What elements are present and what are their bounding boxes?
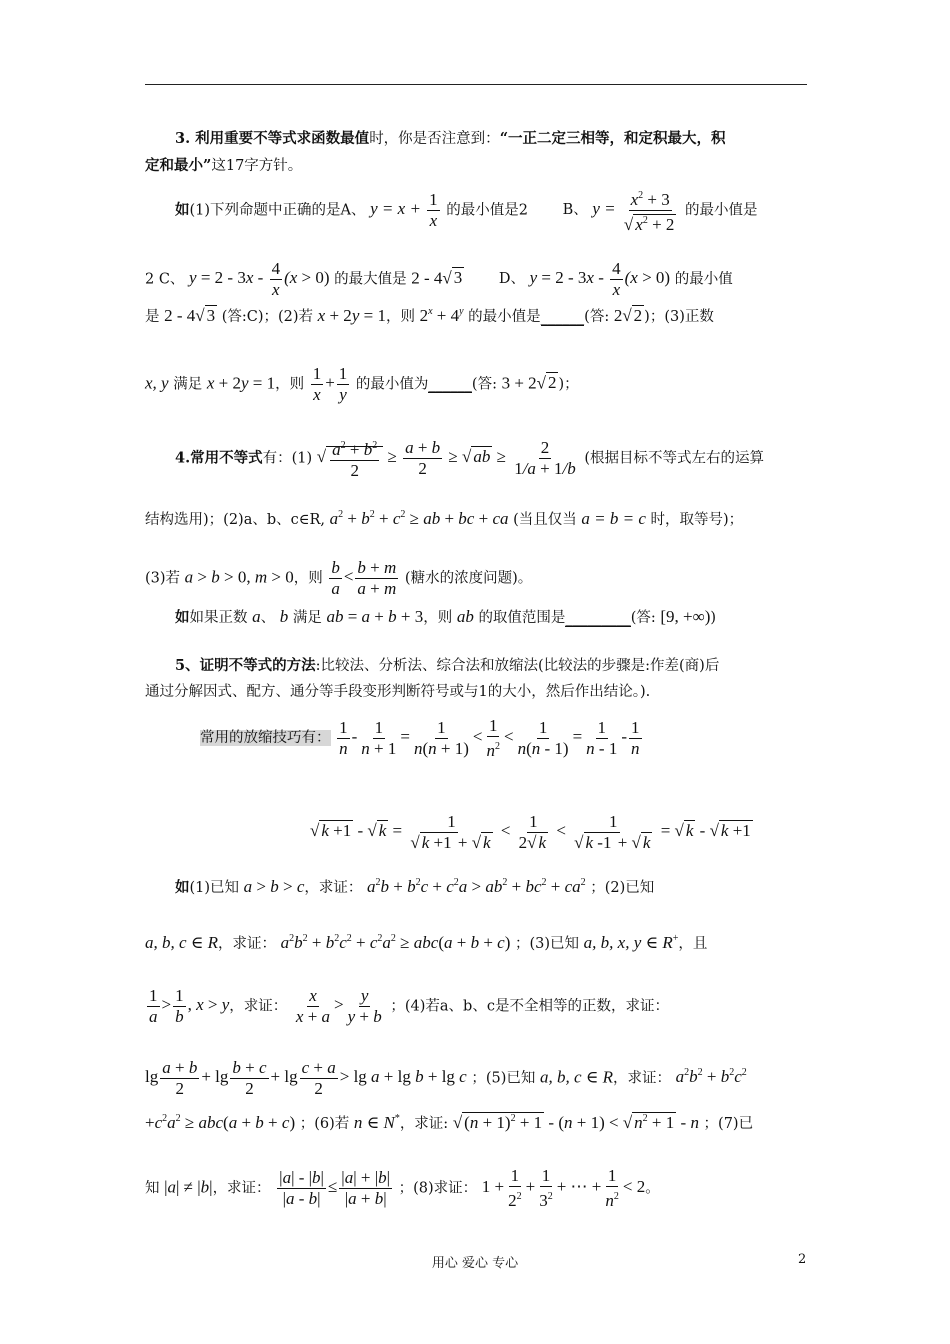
formula-ans2: 2√ 2 [613, 306, 643, 325]
ex5-row3: $\frac{1}{a}$ > $\frac{1}{b}$ , x > y，求证： $\frac{x}{x + a}$ > $\frac{y}{y + b}$ ；(4)若a、b、c是不全相等的正数，求证： [145, 986, 669, 1027]
ex5-row5: $+c^2a^2 \ge abc(a + b + c)$ ；(6)若 n ∈ N*，求证: √ $(n + 1)^2 + 1 - (n + 1)$ < √ $n^2 + 1 - n$ ；(7)已 [145, 1113, 754, 1132]
formula-a: y = x + $\frac{1}{x}$ [370, 190, 438, 230]
formula-r5-part: $+c^2a^2 \ge abc(a + b + c)$ [145, 1113, 296, 1132]
ex5-row1: 如(1)已知 a > b > c，求证： $a^2b + b^2c + c^2a > ab^2 + bc^2 + ca^2$ ；(2)已知 [175, 877, 655, 896]
formula-r6-sum: 1 + $\frac{1}{2^2}$ + $\frac{1}{3^2}$ + ⋯ + $\frac{1}{n^2}$ < 2 [481, 1166, 646, 1210]
formula-sq-sum: $a^2 + b^2 + c^2$ ≥ ab + bc + ca [329, 509, 509, 528]
var-b: b [279, 607, 289, 626]
footer-motto: 用心 爱心 专心 [431, 1256, 519, 1271]
formula-cond3: x + 2y = 1 [206, 373, 276, 393]
scaling-tricks-line1: 常用的放缩技巧有： $\frac{1}{n}$ - $\frac{1}{n + 1}$ = $\frac{1}{n(n + 1)}$ < $\frac{1}{n^2}$ < $\frac{1}{n(n - 1)}$ = $\frac{1}{n - 1}$ - $\frac{1}{n}$ [200, 716, 644, 761]
ex5-row2: a, b, c ∈ R，求证： $a^2b^2 + b^2c^2 + c^2a^2 \ge abc(a + b + c)$ ；(3)已知 a, b, x, y ∈ R+，且 [145, 933, 708, 952]
formula-cond5: ab = a + b + 3 [326, 607, 424, 626]
formula-r1-cond: a > b > c [243, 877, 305, 896]
formula-ans5: [9, +∞) [660, 607, 711, 626]
formula-r1-ineq: $a^2b + b^2c + c^2a > ab^2 + bc^2 + ca^2$ [367, 877, 586, 896]
formula-b: y = $\frac{x^2 + 3}{√ x^2 + 2}$ [592, 199, 680, 218]
formula-scaling-1: $\frac{1}{n}$ - $\frac{1}{n + 1}$ = $\frac{1}{n(n + 1)}$ < $\frac{1}{n^2}$ < $\frac{1}{n(n - 1)}$ = $\frac{1}{n - 1}$ - $\frac{1}{n}$ [339, 716, 640, 760]
item4-line2: 结构选用)；(2)a、b、c∈R, $a^2 + b^2 + c^2$ ≥ ab + bc + ca (当且仅当 a = b = c 时，取等号)； [145, 509, 744, 528]
formula-r6-cond: |a| ≠ |b| [164, 1177, 213, 1197]
formula-r5-cond: n ∈ N* [353, 1113, 400, 1132]
formula-c-max: 2 - 4√ 3 [411, 268, 463, 288]
ex3-line4: 是 2 - 4√ 3 (答:C)；(2)若 x + 2y = 1，则 $2^x + 4^y$ 的最小值是______(答: 2√ 2 )；(3)正数 [145, 306, 714, 325]
item5-line2: 通过分解因式、配方、通分等手段变形判断符号或与1的大小，然后作出结论。). [145, 684, 651, 700]
item4-line1: 4.常用不等式有：(1) √ $\frac{a^2 + b^2}{2}$ ≥ $\frac{a + b}{2}$ ≥ √ ab ≥ $\frac{2}{1/a + 1/b}$ (根据目标不等式左右的运算 [175, 438, 765, 480]
formula-r3-ineq: $\frac{x}{x + a}$ > $\frac{y}{y + b}$ [295, 986, 382, 1026]
formula-cond2: x + 2y = 1 [317, 306, 386, 325]
page-number: 2 [798, 1252, 807, 1267]
formula-cond4: a > b > 0, m > 0 [184, 567, 294, 587]
var-ab: ab [456, 607, 474, 626]
formula-eq-cond: a = b = c [581, 509, 646, 528]
formula-d-min: 2 - 4√ 3 [164, 306, 216, 325]
formula-r5-ineq: √ $(n + 1)^2 + 1 - (n + 1)$ < √ $n^2 + 1 - n$ [452, 1113, 699, 1132]
ex3-line1: 如(1)下列命题中正确的是A、 y = x + $\frac{1}{x}$ 的最小值是2 B、 y = $\frac{x^2 + 3}{√ x^2 + 2}$ 的最小值是 [175, 186, 758, 235]
formula-mean-chain: √ $\frac{a^2 + b^2}{2}$ ≥ $\frac{a + b}{2}$ ≥ √ ab ≥ $\frac{2}{1/a + 1/b}$ [316, 438, 576, 480]
formula-r3-cond: $\frac{1}{a}$ > $\frac{1}{b}$ , x > y [149, 986, 230, 1026]
ex5-row6: 知 |a| ≠ |b|，求证： $\frac{|a| - |b|}{|a - b|}$ ≤ $\frac{|a| + |b|}{|a + b|}$ ；(8)求证： 1 + $\frac{1}{2^2}$ + $\frac{1}{3^2}$ + ⋯ + $\frac{1}{n^2}$ < 2。 [145, 1166, 660, 1210]
formula-c: y = 2 - 3x - $\frac{4}{x}$ (x > 0) [189, 259, 330, 299]
formula-d: y = 2 - 3x - $\frac{4}{x}$ (x > 0) [529, 259, 671, 299]
item3-line2: 定和最小”这17字方针。 [145, 157, 303, 174]
formula-sugar: $\frac{b}{a}$ < $\frac{b + m}{a + m}$ [331, 558, 397, 598]
var-a: a [252, 607, 261, 626]
formula-ans3: 3 + 2√ 2 [501, 373, 557, 393]
formula-scaling-2: √ k +1 - √ k = $\frac{1}{√ k +1 + √ k}$ < $\frac{1}{2√ k}$ < $\frac{1}{√ k -1 + √ k}$ = √ k - √ k +1 [310, 812, 751, 852]
formula-expr3: $\frac{1}{x}$ + $\frac{1}{y}$ [312, 364, 348, 404]
formula-r6-ineq: $\frac{|a| - |b|}{|a - b|}$ ≤ $\frac{|a| + |b|}{|a + b|}$ [279, 1168, 391, 1208]
formula-expr2: $2^x + 4^y$ [419, 306, 464, 325]
formula-r2-ineq: $a^2b^2 + b^2c^2 + c^2a^2 \ge abc(a + b + c)$ [280, 933, 511, 952]
item5-line1: 5、证明不等式的方法:比较法、分析法、综合法和放缩法(比较法的步骤是:作差(商)后 [175, 657, 720, 674]
item4-example: 如如果正数 a、 b 满足 ab = a + b + 3，则 ab 的取值范围是_________(答: [9, +∞)) [175, 607, 717, 626]
formula-r4-part: $a^2b^2 + b^2c^2$ [675, 1067, 747, 1087]
formula-xy: x, y [145, 373, 169, 393]
header-rule [145, 84, 807, 85]
item3-line1: 3. 利用重要不等式求函数最值时，你是否注意到：“一正二定三相等，和定积最大，积 [175, 130, 726, 147]
formula-r4-log: lg $\frac{a + b}{2}$ + lg $\frac{b + c}{2}$ + lg $\frac{c + a}{2}$ > lg a + lg b + lg c [145, 1058, 467, 1098]
ex5-row4: lg $\frac{a + b}{2}$ + lg $\frac{b + c}{2}$ + lg $\frac{c + a}{2}$ > lg a + lg b + lg c ；(5)已知 a, b, c ∈ R，求证： $a^2b^2 + b^2c^2$ [145, 1058, 747, 1098]
formula-r2-cond: a, b, c ∈ R [145, 933, 219, 952]
scaling-tricks-line2 [310, 812, 753, 853]
ex3-line3: 2 C、 y = 2 - 3x - $\frac{4}{x}$ (x > 0) 的最大值是 2 - 4√ 3 D、 y = 2 - 3x - $\frac{4}{x}$ (x > 0) 的最小值 [145, 259, 733, 299]
ex3-line5: x, y 满足 x + 2y = 1，则 $\frac{1}{x}$ + $\frac{1}{y}$ 的最小值为______(答: 3 + 2√ 2 )； [145, 364, 579, 404]
formula-r4-cond: a, b, c ∈ R [539, 1067, 614, 1087]
formula-r2-cond3: a, b, x, y ∈ R+ [583, 933, 679, 952]
item4-line3: (3)若 a > b > 0, m > 0，则 $\frac{b}{a}$ < $\frac{b + m}{a + m}$ (糖水的浓度问题)。 [145, 558, 533, 598]
